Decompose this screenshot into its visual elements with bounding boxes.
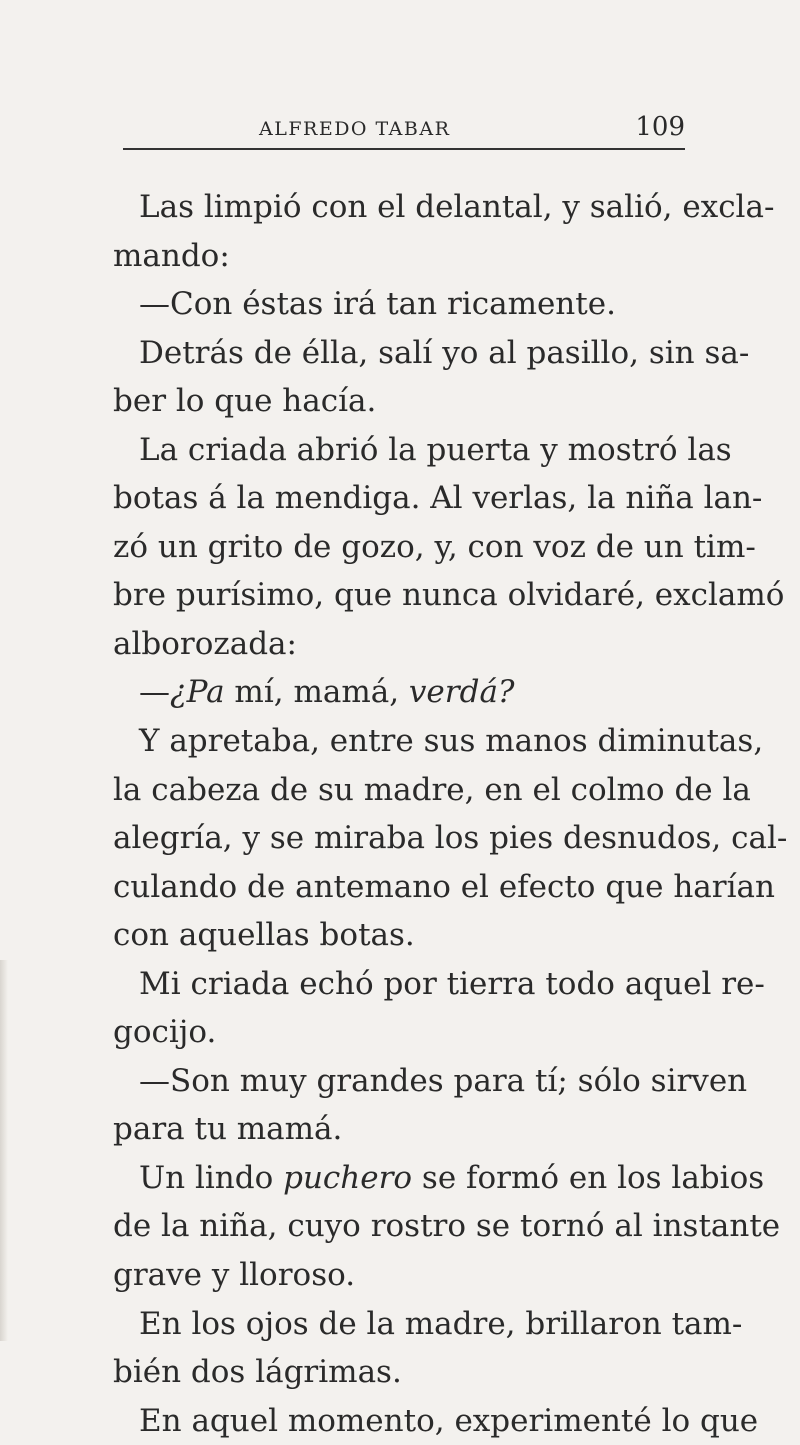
text-line: de la niña, cuyo rostro se tornó al instante [113, 1208, 781, 1245]
text-line: bién dos lágrimas. [113, 1354, 402, 1391]
body-text [113, 183, 788, 1445]
text-segment: — [139, 674, 170, 711]
text-line: En aquel momento, experimenté lo que [139, 1402, 759, 1439]
text-line: alborozada: [113, 625, 297, 662]
page-number: 109 [635, 112, 685, 142]
text-line: la cabeza de su madre, en el colmo de la [113, 771, 751, 808]
text-line: zó un grito de gozo, y, con voz de un tim- [113, 528, 756, 565]
text-line: Y apretaba, entre sus manos diminutas, [139, 723, 764, 760]
text-line: alegría, y se miraba los pies desnudos, cal- [113, 820, 788, 857]
text-line: En los ojos de la madre, brillaron tam- [139, 1305, 743, 1342]
text-line: gocijo. [113, 1014, 217, 1051]
text-line [113, 668, 685, 717]
text-line [113, 1154, 765, 1203]
text-line: Mi criada echó por tierra todo aquel re- [139, 965, 765, 1002]
text-line: mando: [113, 237, 230, 274]
text-line: para tu mamá. [113, 1111, 343, 1148]
text-line: bre purísimo, que nunca olvidaré, exclamó [113, 577, 785, 614]
text-segment: mí, mamá, [224, 674, 409, 711]
text-line: grave y lloroso. [113, 1257, 356, 1294]
running-head: ALFREDO TABAR [259, 118, 451, 140]
italic-text: puchero [283, 1159, 413, 1196]
text-segment: se formó en los labios [412, 1159, 765, 1196]
text-line: ber lo que hacía. [113, 383, 377, 420]
text-segment: Un lindo [139, 1159, 284, 1196]
italic-text: ¿Pa [170, 674, 225, 711]
text-line: Detrás de élla, salí yo al pasillo, sin sa- [139, 334, 750, 371]
italic-text: verdá? [408, 674, 515, 711]
text-line: Las limpió con el delantal, y salió, excla- [139, 189, 775, 225]
page-edge-shadow [0, 960, 8, 1341]
text-line: culando de antemano el efecto que harían [113, 868, 775, 905]
text-line: con aquellas botas. [113, 917, 415, 954]
page-header [123, 112, 685, 148]
text-line: —Son muy grandes para tí; sólo sirven [139, 1062, 748, 1099]
text-line: —Con éstas irá tan ricamente. [139, 286, 616, 323]
text-line: La criada abrió la puerta y mostró las [139, 431, 732, 468]
header-rule [123, 148, 685, 150]
text-line: botas á la mendiga. Al verlas, la niña lan- [113, 480, 763, 517]
